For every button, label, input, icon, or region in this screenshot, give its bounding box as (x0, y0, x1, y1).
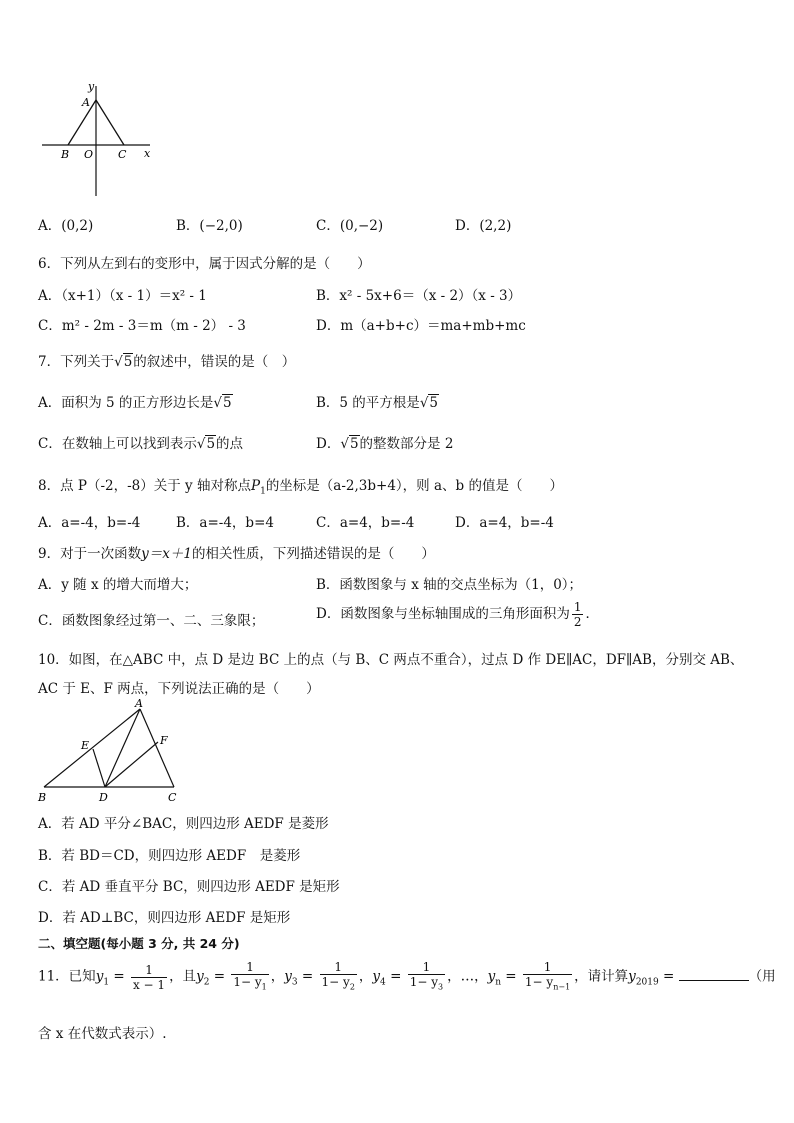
q8-option-c[interactable]: C．a=4，b=-4 (316, 515, 415, 531)
sqrt-symbol: √5 (114, 354, 133, 370)
q5-option-c[interactable]: C．(0,−2) (316, 218, 384, 234)
q5-option-a[interactable]: A．(0,2) (38, 218, 94, 234)
label-b: B (61, 148, 70, 161)
label-a: A (82, 96, 90, 109)
q10-option-d[interactable]: D．若 AD⊥BC，则四边形 AEDF 是矩形 (38, 910, 291, 926)
q5-option-d[interactable]: D．(2,2) (455, 218, 512, 234)
sqrt-symbol: √5 (419, 395, 439, 411)
q10-stem-line1: 10．如图，在△ABC 中，点 D 是边 BC 上的点（与 B、C 两点不重合），过点 D 作 DE∥AC，DF∥AB，分别交 AB、 (38, 652, 744, 668)
label-a: A (135, 697, 143, 710)
q7-option-b[interactable]: B．5 的平方根是√5 (316, 395, 439, 411)
sqrt-symbol: √5 (340, 436, 359, 452)
fraction: $\frac{1}{1- y_3}$ (409, 960, 444, 992)
segment-de (93, 749, 105, 787)
q7-option-d[interactable]: D．√5的整数部分是 2 (316, 436, 454, 452)
label-e: E (81, 739, 90, 752)
label-x: x (144, 147, 151, 160)
answer-blank[interactable] (679, 968, 749, 981)
fraction: $\frac{1}{1- y_{n-1}}$ (524, 960, 571, 992)
q10-option-c[interactable]: C．若 AD 垂直平分 BC，则四边形 AEDF 是矩形 (38, 879, 340, 895)
q9-option-b[interactable]: B．函数图象与 x 轴的交点坐标为（1，0）； (316, 577, 583, 593)
q10-stem-line2: AC 于 E、F 两点，下列说法正确的是（ ） (38, 681, 320, 697)
fraction: $\frac{1}{2}$ (573, 600, 582, 629)
q8-option-a[interactable]: A．a=-4，b=-4 (38, 515, 141, 531)
q11-stem: 11．已知$y_1$ = $\frac{1}{x - 1}$ ，且$y_2$ = $\frac{1}{1- y_1}$ ，$y_3$ = $\frac{1}{1- y_2}$ ，$y_4$ = $\frac{1}{1- y_3}$ ，…，$y_n$ = $\frac{1}{1- y_{n-1}}$ ，请计算$y_{2019}$ = （用 (38, 960, 776, 998)
label-d: D (99, 791, 108, 804)
q6-stem: 6．下列从左到右的变形中，属于因式分解的是（ ） (38, 256, 371, 272)
q7-option-a[interactable]: A．面积为 5 的正方形边长是√5 (38, 395, 232, 411)
q6-option-b[interactable]: B．x² - 5x+6＝（x - 2）（x - 3） (316, 288, 522, 304)
q9-stem: 9．对于一次函数y＝x＋1的相关性质，下列描述错误的是（ ） (38, 546, 435, 562)
fraction: $\frac{1}{x - 1}$ (132, 962, 166, 992)
fraction: $\frac{1}{1- y_2}$ (321, 960, 355, 992)
segment-ac (96, 100, 124, 145)
segment-ad (105, 709, 140, 787)
q8-option-b[interactable]: B．a=-4，b=4 (176, 515, 274, 531)
label-c: C (118, 148, 127, 161)
q9-option-d[interactable]: D．函数图象与坐标轴围成的三角形面积为 $\frac{1}{2}$ ． (316, 600, 599, 629)
q9-option-c[interactable]: C．函数图象经过第一、二、三象限； (38, 613, 265, 629)
sqrt-symbol: √5 (213, 395, 232, 411)
q8-stem: 8．点 P（-2，-8）关于 y 轴对称点$P_1$的坐标是（a-2,3b+4），则 a、b 的值是（ ） (38, 478, 563, 497)
q5-option-b[interactable]: B．(−2,0) (176, 218, 243, 234)
sqrt-symbol: √5 (196, 436, 216, 452)
label-b: B (38, 791, 47, 804)
q5-figure (38, 80, 158, 198)
q10-figure (34, 697, 194, 805)
section-title: 二、填空题(每小题 3 分, 共 24 分) (38, 936, 240, 951)
q10-option-a[interactable]: A．若 AD 平分∠BAC，则四边形 AEDF 是菱形 (38, 816, 329, 832)
q10-option-b[interactable]: B．若 BD＝CD，则四边形 AEDF 是菱形 (38, 848, 301, 864)
segment-ac (140, 709, 174, 787)
q7-stem: 7．下列关于√5的叙述中，错误的是（ ） (38, 354, 296, 370)
label-c: C (168, 791, 177, 804)
q6-option-d[interactable]: D．m（a+b+c）＝ma+mb+mc (316, 318, 526, 334)
q8-option-d[interactable]: D．a=4，b=-4 (455, 515, 554, 531)
segment-df (105, 742, 158, 787)
label-o: O (84, 148, 94, 161)
label-f: F (160, 734, 168, 747)
q11-stem-line2: 含 x 在代数式表示）. (38, 1026, 167, 1042)
fraction: $\frac{1}{1- y_1}$ (233, 960, 267, 992)
q6-option-a[interactable]: A．（x+1）（x - 1）＝x² - 1 (38, 288, 207, 304)
label-y: y (88, 80, 95, 93)
q7-option-c[interactable]: C．在数轴上可以找到表示√5的点 (38, 436, 244, 452)
q9-option-a[interactable]: A．y 随 x 的增大而增大； (38, 577, 198, 593)
segment-ab (44, 709, 140, 787)
q6-option-c[interactable]: C．m² - 2m - 3＝m（m - 2） - 3 (38, 318, 246, 334)
